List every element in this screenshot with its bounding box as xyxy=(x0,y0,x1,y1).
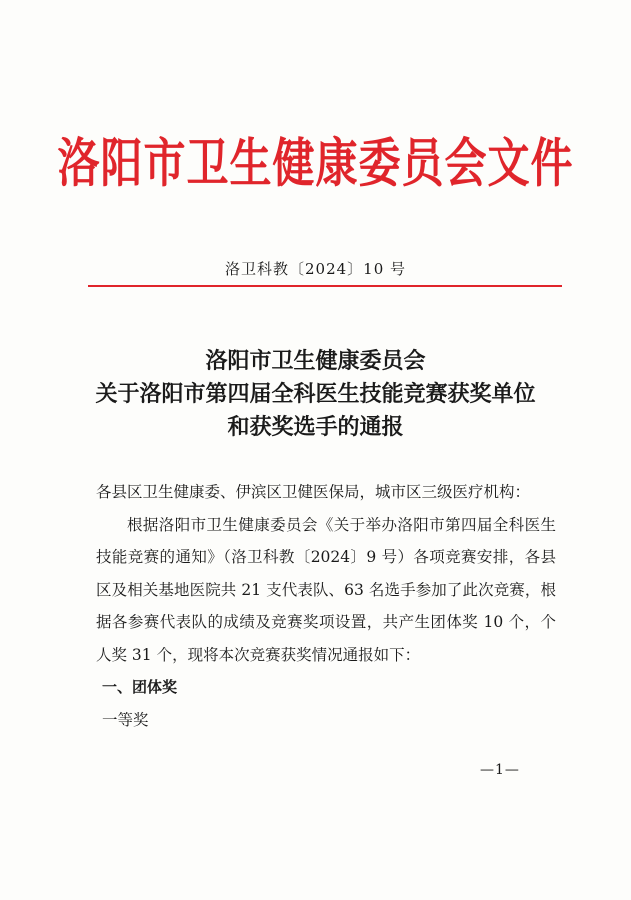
title-line-1: 洛阳市卫生健康委员会 xyxy=(205,348,426,374)
title-line-2: 关于洛阳市第四届全科医生技能竞赛获奖单位 xyxy=(95,381,536,407)
salutation: 各县区卫生健康委、伊滨区卫健医保局，城市区三级医疗机构： xyxy=(96,483,531,501)
title-line-3: 和获奖选手的通报 xyxy=(227,414,404,440)
document-title xyxy=(0,345,631,444)
subsection-first-prize: 一等奖 xyxy=(102,710,149,729)
issuer-header: 洛阳市卫生健康委员会文件 xyxy=(57,132,574,194)
document-number: 洛卫科教〔2024〕10 号 xyxy=(224,260,407,278)
red-divider-line xyxy=(88,285,562,287)
section-heading-team-award: 一、团体奖 xyxy=(102,678,178,696)
page-number: —1— xyxy=(480,762,520,778)
document-body xyxy=(96,476,556,736)
body-paragraph-1: 根据洛阳市卫生健康委员会《关于举办洛阳市第四届全科医生技能竞赛的通知》（洛卫科教〔2024〕9 号）各项竞赛安排，各县区及相关基地医院共 21 支代表队、63 名选手参加了此次竞赛，根据各参赛代表队的成绩及竞赛奖项设置，共产生团体奖 10 个，个人奖 31 个，现将本次竞赛获奖情况通报如下： xyxy=(96,515,556,664)
